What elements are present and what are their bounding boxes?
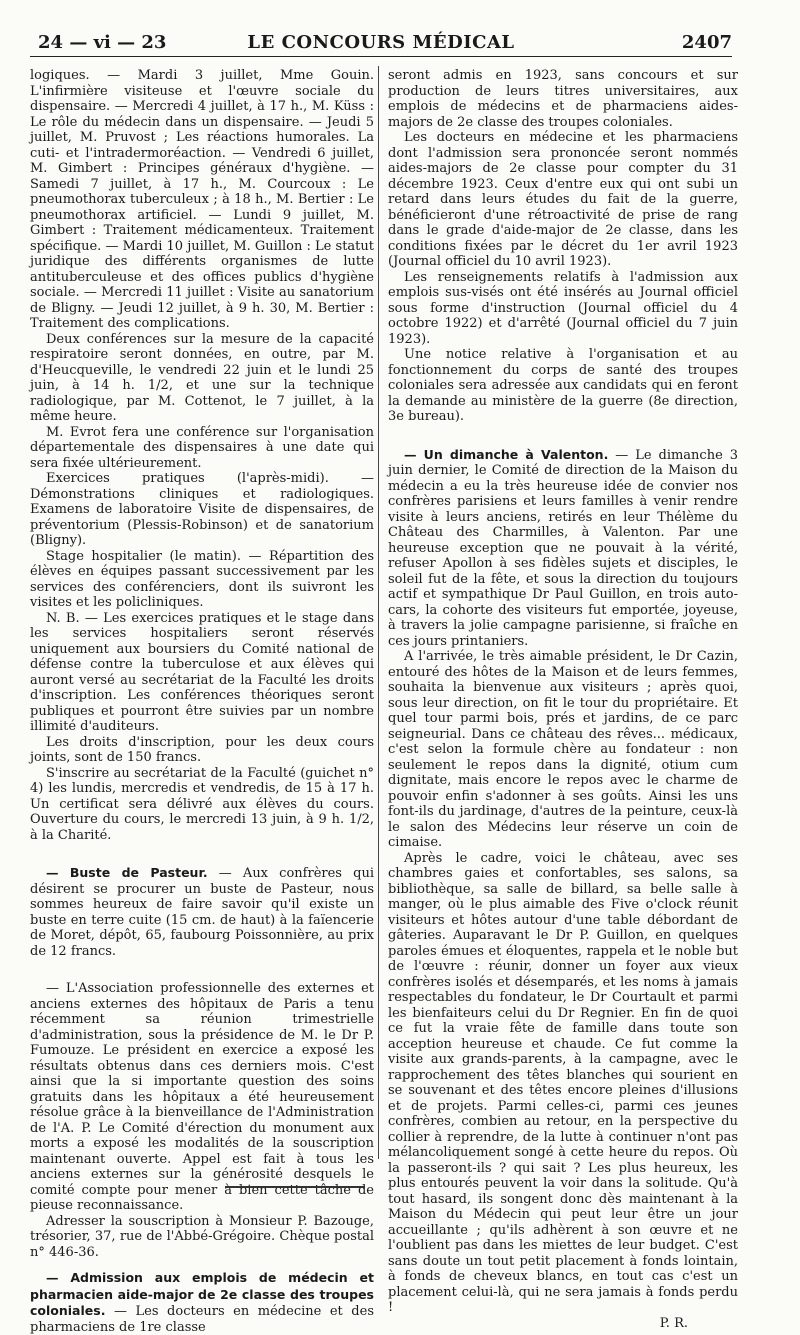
paragraph: Les droits d'inscription, pour les deux cours joints, sont de 150 francs.: [30, 734, 374, 765]
page-header: [30, 28, 732, 56]
valenton-intro: — Le dimanche 3 juin dernier, le Comité de direction de la Maison du médecin a eu la très heureuse idée de convier nos confrères parisiens et leurs familles à venir rendre visite à leurs anciens, retirés en leur Thélème du Château des Charmilles, à Valenton. Par une heureuse exception que ne pouvait à la vérité, refuser Apollon à ses fidèles sujets et disciples, le soleil fut de la fête, et sous la direction du toujours actif et sympathique Dr Paul Guillon, en trois auto-cars, la cohorte des visiteurs fut emportée, joyeuse, à travers la jolie campagne parisienne, si fraîche en ces jours printaniers.: [388, 447, 738, 649]
column-divider: [378, 66, 379, 1159]
header-rule: [30, 56, 732, 57]
paragraph: M. Evrot fera une conférence sur l'organisation départementale des dispensaires à une date qui sera fixée ultérieurement.: [30, 424, 374, 471]
buste-text: — Aux confrères qui désirent se procurer un buste de Pasteur, nous sommes heureux de faire savoir qu'il existe un buste en terre cuite (15 cm. de haut) à la faïencerie de Moret, dépôt, 65, faubourg Poissonnière, au prix de 12 francs.: [30, 866, 374, 959]
right-column: [388, 68, 738, 1331]
footer-rule: [225, 1186, 365, 1188]
valenton-heading: — Un dimanche à Valenton.: [404, 446, 609, 462]
journal-title: LE CONCOURS MÉDICAL: [247, 32, 515, 53]
paragraph: logiques. — Mardi 3 juillet, Mme Gouin. L'infirmière visiteuse et l'œuvre sociale du dispensaire. — Mercredi 4 juillet, à 17 h., M. Küss : Le rôle du médecin dans un dispensaire. — Jeudi 5 juillet, M. Pruvost ; Les réactions humorales. La cuti- et l'intradermoréaction. — Vendredi 6 juillet, M. Gimbert : Principes généraux d'hygiène. — Samedi 7 juillet, à 17 h., M. Courcoux : Le pneumothorax tuberculeux ; à 18 h., M. Bertier : Le pneumothorax artificiel. — Lundi 9 juillet, M. Gimbert : Traitement médicamenteux. Traitement spécifique. — Mardi 10 juillet, M. Guillon : Le statut juridique des différents organismes de lutte antituberculeuse et des offices publics d'hygiène sociale. — Mercredi 11 juillet : Visite au sanatorium de Bligny. — Jeudi 12 juillet, à 9 h. 30, M. Bertier : Traitement des complications.: [30, 68, 374, 331]
paragraph: S'inscrire au secrétariat de la Faculté (guichet n° 4) les lundis, mercredis et vendredis, de 15 à 17 h. Un certificat sera délivré aux élèves du cours. Ouverture du cours, le mercredi 13 juin, à 9 h. 1/2, à la Charité.: [30, 765, 374, 843]
issue-date: 24 — vi — 23: [38, 32, 167, 53]
paragraph: Les docteurs en médecine et les pharmaciens dont l'admission sera prononcée seront nommés aides-majors de 2e classe pour compter du 31 décembre 1923. Ceux d'entre eux qui ont subi un retard dans leurs études du fait de la guerre, bénéficieront d'une rétroactivité de prise de rang dans le grade d'aide-major de 2e classe, dans les conditions fixées par le décret du 1er avril 1923 (Journal officiel du 10 avril 1923).: [388, 130, 738, 269]
paragraph: Une notice relative à l'organisation et au fonctionnement du corps de santé des troupes coloniales sera adressée aux candidats qui en feront la demande au ministère de la guerre (8e direction, 3e bureau).: [388, 347, 738, 424]
signature: P. R.: [659, 1315, 688, 1331]
paragraph: Les renseignements relatifs à l'admission aux emplois sus-visés ont été insérés au Journal officiel sous forme d'instruction (Journal officiel du 4 octobre 1922) et d'arrêté (Journal officiel du 7 juin 1923).: [388, 269, 738, 347]
valenton-article: [388, 447, 738, 650]
paragraph: A l'arrivée, le très aimable président, le Dr Cazin, entouré des hôtes de la Maison et de leurs femmes, souhaita la bienvenue aux visiteurs ; après quoi, sous leur direction, on fit le tour du propriétaire. Et quel tour parmi bois, prés et jardins, de ce parc seigneurial. Dans ce château des rêves... médicaux, c'est selon la formule chère au fondateur : non seulement le repos dans la dignité, otium cum dignitate, mais encore le repos avec le charme de pouvoir enfin s'adonner à ses goûts. Ainsi les uns font-ils du jardinage, d'autres de la peinture, ceux-là le salon des Médecins leur réserve un coin de cimaise.: [388, 649, 738, 850]
paragraph: Stage hospitalier (le matin). — Répartition des élèves en équipes passant successivement par les services des conférenciers, dont ils suivront les visites et les policliniques.: [30, 548, 374, 610]
left-column: [30, 68, 374, 1335]
paragraph: Exercices pratiques (l'après-midi). — Démonstrations cliniques et radiologiques. Examens de laboratoire Visite de dispensaires, de préventorium (Plessis-Robinson) et de sanatorium (Bligny).: [30, 471, 374, 548]
page-number: 2407: [681, 32, 732, 53]
paragraph: Adresser la souscription à Monsieur P. Bazouge, trésorier, 37, rue de l'Abbé-Grégoire. Chèque postal n° 446-36.: [30, 1213, 374, 1260]
paragraph: N. B. — Les exercices pratiques et le stage dans les services hospitaliers seront réservés uniquement aux boursiers du Comité national de défense contre la tuberculose et aux élèves qui auront versé au secrétariat de la Faculté les droits d'inscription. Les conférences théoriques seront publiques et pourront être suivies par un nombre illimité d'auditeurs.: [30, 610, 374, 734]
buste-heading: — Buste de Pasteur.: [46, 865, 208, 880]
paragraph: seront admis en 1923, sans concours et sur production de leurs titres universitaires, aux emplois de médecins et de pharmaciens aides-majors de 2e classe des troupes coloniales.: [388, 68, 738, 130]
paragraph: Après le cadre, voici le château, avec ses chambres gaies et confortables, ses salons, sa bibliothèque, sa salle de billard, sa belle salle à manger, où le plus aimable des Five o'clock réunit visiteurs et hôtes autour d'une table débordant de gâteries. Auparavant le Dr P. Guillon, en quelques paroles émues et éloquentes, rappela et le noble but de l'œuvre : réunir, donner un foyer aux vieux confrères isolés et désemparés, et les noms à jamais respectables du fondateur, le Dr Courtault et parmi les bienfaiteurs celui du Dr Regnier. En fin de quoi ce fut la vraie fête de famille dans toute son acception heureuse et chaude. Ce fut comme la visite aux grands-parents, à la campagne, avec le rapprochement des têtes blanches qui sourient en se souvenant et des têtes encore pleines d'illusions et de projets. Parmi celles-ci, parmi ces jeunes confrères, combien au retour, en la perspective du collier à reprendre, de la lutte à continuer n'ont pas mélancoliquement songé à cette heure du repos. Où la passeront-ils ? qui sait ? Les plus heureux, les plus entourés peuvent la voir dans la solitude. Qu'à tout hasard, ils songent donc dès maintenant à la Maison du Médecin qui peut leur être un jour accueillante ; qu'ils adhèrent à son œuvre et ne l'oublient pas dans les miettes de leur budget. C'est sans doute un tout petit placement à fonds lointain, à fonds de cheveux blancs, en tout cas c'est un placement celui-là, qui ne sera jamais à fonds perdu !: [388, 850, 738, 1315]
admission-text: — Les docteurs en médecine et des pharmaciens de 1re classe: [30, 1304, 374, 1335]
admission-heading: — Admission aux emplois de médecin et pharmacien aide-major de 2e classe des troupes coloniales.: [30, 1270, 374, 1318]
paragraph: — L'Association professionnelle des externes et anciens externes des hôpitaux de Paris a tenu récemment sa réunion trimestrielle d'administration, sous la présidence de M. le Dr P. Fumouze. Le président en exercice a exposé les résultats obtenus dans ces derniers mois. C'est ainsi que la si importante question des soins gratuits dans les hôpitaux a été heureusement résolue grâce à la bienveillance de l'Administration de l'A. P. Le Comité d'érection du monument aux morts a exposé les modalités de la souscription maintenant ouverte. Appel est fait à tous les anciens externes sur la générosité desquels le comité compte pour mener à bien cette tâche de pieuse reconnaissance.: [30, 981, 374, 1213]
buste-article: [30, 865, 374, 959]
admission-article: [30, 1270, 374, 1335]
paragraph: Deux conférences sur la mesure de la capacité respiratoire seront données, en outre, par M. d'Heucqueville, le vendredi 22 juin et le lundi 25 juin, à 14 h. 1/2, et une sur la technique radiologique, par M. Cottenot, le 7 juillet, à la même heure.: [30, 331, 374, 424]
